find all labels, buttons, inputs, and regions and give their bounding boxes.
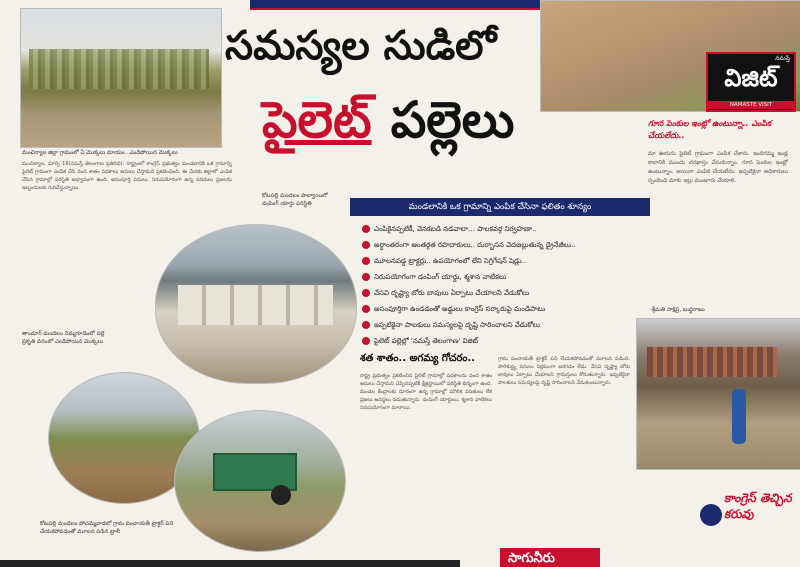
body-column-middle: రాష్ట్ర ప్రభుత్వం ప్రకటించిన పైలెట్ గ్రామాల్లో పథకాలను వంద శాతం అమలు చేస్తామని చెప్పినప్పటికీ క్షేత్రస్థాయిలో పరిస్థితి భిన్నంగా ఉంది. మండల కేంద్రాలకు దూరంగా ఉన్న గ్రామాల్లో మౌలిక వసతులు లేక ప్రజలు అవస్థలు పడుతున్నారు. డంపింగ్ యార్డులు, శ్మశాన వాటికలు నిరుపయోగంగా మారాయి. [360, 373, 492, 411]
hut-woman-photo [636, 318, 800, 470]
bullet-1: ఎంపికైనప్పటికీ, వెనకబడి నడవాలా… పాలకవర్గ నిర్వహణా.. [360, 222, 630, 236]
bullet-2: అర్ధాంతరంగా అంతర్గత రహదారులు.. దుర్భాసన వెదజల్లుతున్న డ్రైనేజీలు.. [360, 238, 630, 252]
quote-body: మా ఊరును పైలెట్ గ్రామంగా ఎంపిక చేశారు. ఇందిరమ్మ ఇండ్ల కాలానికి ముందు దరఖాస్తు చేసుకున్నాం. గూన పెంకుల ఇంట్లో ఉంటున్నాం. అయినా ఎంపిక చేయలేదు. ఇప్పటికైనా అధికారులు స్పందించి మాకు ఇల్లు మంజూరు చేయాలి. [648, 151, 788, 184]
bullet-3: మూలనపడ్డ ట్రాక్టర్లు.. ఉపయోగంలో లేని సెగ్రిగేషన్ షెడ్లు.. [360, 254, 630, 268]
bullet-4: నిరుపయోగంగా డంపింగ్ యార్డు, శ్మశాన వాటికలు [360, 270, 630, 284]
bottom-edge-strip [0, 560, 460, 567]
dry-plantation-photo [20, 8, 222, 148]
section-heading: శత శాతం.. అగమ్య గోచరం.. [360, 353, 476, 364]
namaste-visit-badge [706, 52, 796, 112]
top-left-photo-caption: మంచిర్యాల జిల్లా గ్రామంలో ఏ మొక్కలు మాయం.. ఎండిపోయిన మొక్కలు [22, 150, 178, 156]
bottom-red-strip [500, 548, 600, 567]
banner-icon [700, 504, 722, 526]
bullet-5: వేసవి దృష్ట్యా బోరు బావులు ఏర్పాటు చేయాలని వేడుకోలు [360, 286, 630, 300]
headline-black-word: పల్లెలు [390, 91, 515, 149]
headline-line1: సమస్యల సుడిలో [225, 23, 497, 69]
tagline-banner: మండలానికి ఒక గ్రామాన్ని ఎంపిక చేసినా ఫలితం శూన్యం [350, 198, 650, 216]
bullet-8: పైలెట్ పల్లెల్లో 'నమస్తే తెలంగాణ' విజిట్ [360, 334, 630, 348]
middle-photo-caption: కోటపల్లి మండలం పాల్వాయిలో డంపింగ్ యార్డు పరిస్థితి [262, 193, 328, 207]
banner-text: కాంగ్రెస్ తెచ్చిన కరువు [724, 491, 792, 521]
body-column-left: మంచిర్యాల, మార్చి 16(నమస్తే తెలంగాణ ప్రతినిధి): రాష్ట్రంలో కాంగ్రెస్ ప్రభుత్వం మండలానికి ఒక గ్రామాన్ని పైలెట్ గ్రామంగా ఎంపిక చేసి వంద శాతం పథకాలు అమలు చేస్తామని ప్రకటించింది. ఈ మేరకు జిల్లాలో ఎంపిక చేసిన గ్రామాల్లో పరిస్థితి అధ్వానంగా ఉంది. అసంపూర్తి పనులు, నిరుపయోగంగా ఉన్న వనరులు ప్రజలను ఇబ్బందులకు గురిచేస్తున్నాయి. [22, 161, 232, 191]
body-column-right: గ్రామ పంచాయతీ ట్రాక్టర్ పని చేయకపోవడంతో మూలన పడింది. పారిశుద్ధ్య పనులు సక్రమంగా జరగడం లేదు. వేసవి దృష్ట్యా బోరు బావులు ఏర్పాటు చేయాలని గ్రామస్తులు కోరుతున్నారు. ఇప్పటికైనా పాలకులు సమస్యలపై దృష్టి సారించాలని వేడుకుంటున్నారు. [498, 356, 630, 386]
badge-sub: NAMASTE VISIT [708, 101, 794, 109]
badge-top: నమస్తే [775, 55, 790, 62]
bottom-left-caption: కోటపల్లి మండలం పోచమ్మవాడలో గ్రామ పంచాయతీ ట్రాక్టర్ పని చేయకపోవడంతో మూలన పడిన ట్రాలీ [40, 521, 174, 535]
tractor-trolley-photo [174, 410, 346, 552]
headline-line2 [262, 85, 642, 167]
left-side-note: తాండూర్ మండలం నిమ్మగూడెంలో పల్లె ప్రకృతి వనంలో ఎండిపోయిన మొక్కలు [22, 331, 105, 345]
bullet-7: ఇప్పటికైనా పాలకులు సమస్యలపై దృష్టి సారించాలని వేడుకోలు [360, 318, 630, 332]
masthead-strip [250, 0, 540, 10]
congress-drought-banner [700, 482, 800, 552]
dumping-yard-photo [155, 224, 357, 384]
badge-main: విజిట్ [724, 64, 778, 92]
bottom-red-strip-text: సాగునీరు [508, 551, 555, 566]
quote-title: గూన పెంకుల ఇంట్లో ఉంటున్నా.. ఎంపిక చేయలేదు.. [648, 119, 772, 140]
quote-author: -శ్రీమతి సాక్షిప్ర, బుద్ధరాజం [650, 307, 705, 313]
bullet-6: అసంపూర్తిగా ఉండడంతో అడ్డులు కాంగ్రెస్ సర్కారుపై మండిపాటు [360, 302, 630, 316]
headline-red-word: పైలెట్ [262, 91, 372, 149]
